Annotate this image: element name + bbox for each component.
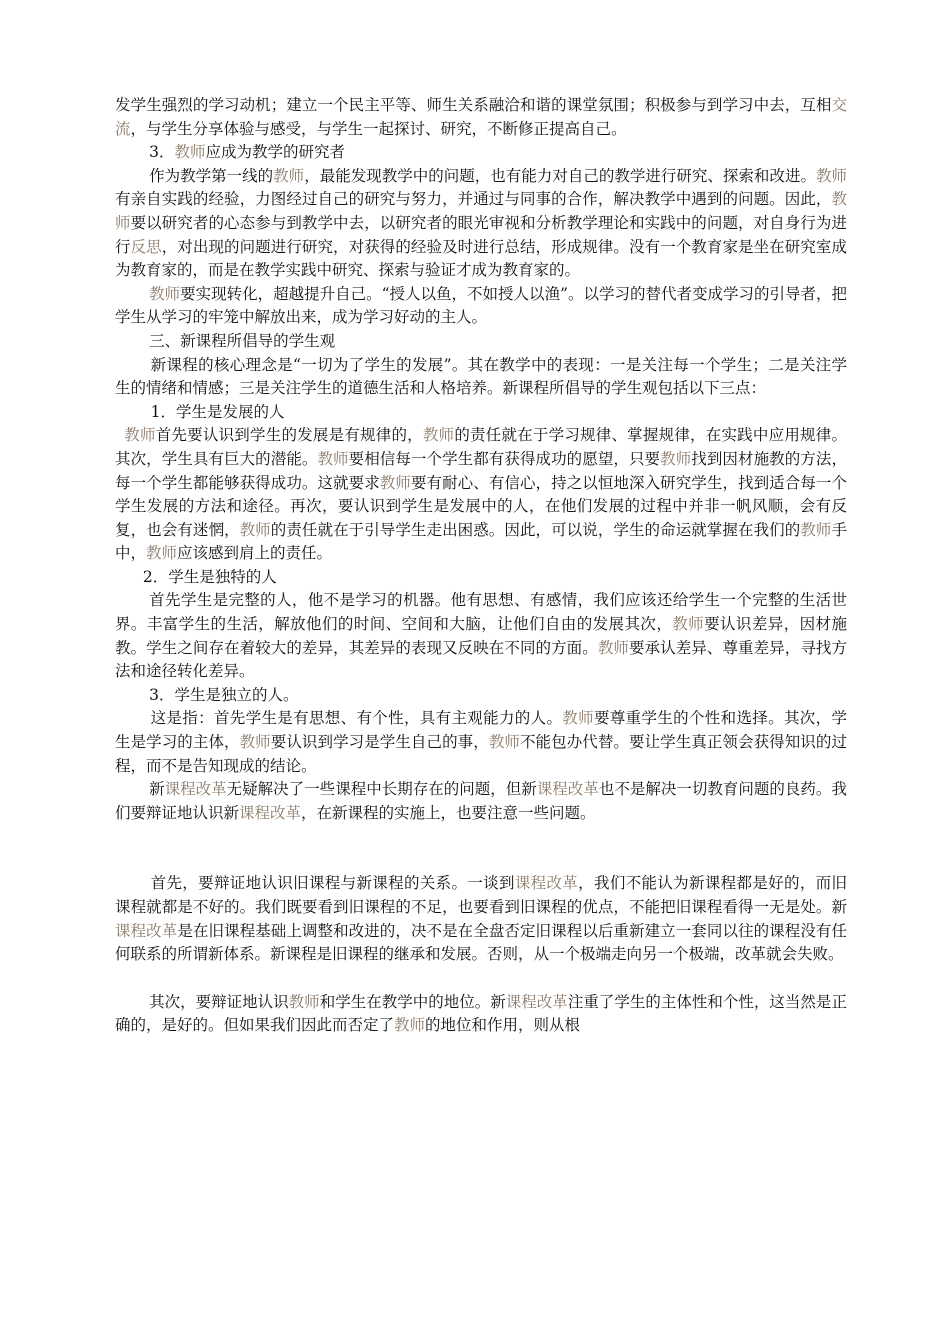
linked-term[interactable]: 教师 [273, 166, 305, 185]
section-spacer [115, 825, 847, 872]
paragraph-text: 1．学生是发展的人 [150, 402, 285, 421]
paragraph-text: 找到因材施教的方法，每一个学生都能够获得成功。这就要求 [115, 449, 847, 492]
paragraph-text: 不能包办代替。要让学生真正领会获得知识的过程，而不是告知现成的结论。 [115, 733, 847, 775]
linked-term[interactable]: 教师 [149, 284, 181, 303]
linked-term[interactable]: 交流 [115, 96, 847, 138]
linked-term[interactable]: 教师 [394, 1016, 426, 1035]
paragraph [115, 330, 847, 354]
linked-term[interactable]: 教师 [422, 426, 455, 445]
paragraph [115, 589, 847, 683]
paragraph-text: 要认识差异，因材施教。学生之间存在着较大的差异，其差异的表现又反映在不同的方面。 [115, 615, 847, 657]
paragraph [115, 165, 847, 283]
paragraph-text: ，对出现的问题进行研究，对获得的经验及时进行总结，形成规律。没有一个教育家是坐在研究室成为教育家的，而是在教学实践中研究、探索与验证才成为教育家的。 [115, 237, 847, 280]
paragraph-text: 作为教学第一线的 [149, 166, 274, 185]
paragraph-text: 首先，要辩证地认识旧课程与新课程的关系。一谈到 [150, 874, 515, 893]
linked-term[interactable]: 课程改革 [536, 780, 599, 799]
paragraph-text: 新课程的核心理念是“一切为了学生的发展”。其在教学中的表现：一是关注每一个学生；二是关注学生的情绪和情感；三是关注学生的道德生活和人格培养。新课程所倡导的学生观包括以下三点： [115, 355, 847, 398]
paragraph-text: 的地位和作用，则从根 [425, 1016, 581, 1035]
paragraph-text: ，我们不能认为新课程都是好的，而旧课程就都是不好的。我们既要看到旧课程的不足，也要看到旧课程的优点，不能把旧课程看得一无是处。新 [115, 874, 847, 916]
linked-term[interactable]: 课程改革 [164, 780, 227, 799]
paragraph-text: 的责任就在于学习规律、掌握规律，在实践中应用规律。其次，学生具有巨大的潜能。 [115, 426, 847, 468]
linked-term[interactable]: 教师 [317, 449, 349, 468]
paragraph-text: ，在新课程的实施上，也要注意一些问题。 [301, 803, 596, 822]
linked-term[interactable]: 教师 [146, 544, 178, 563]
paragraph-text: 要认识到学习是学生自己的事， [270, 733, 489, 752]
linked-term[interactable]: 教师 [672, 615, 705, 634]
document-page [115, 94, 847, 1038]
paragraph-text: 首先要认识到学生的发展是有规律的， [155, 426, 423, 445]
paragraph-text: ，与学生分享体验与感受，与学生一起探讨、研究，不断修正提高自己。 [130, 119, 627, 138]
paragraph-text: 要承认差异、尊重差异，寻找方法和途径转化差异。 [115, 638, 847, 681]
linked-term[interactable]: 课程改革 [505, 992, 568, 1011]
linked-term[interactable]: 教师 [124, 426, 156, 445]
linked-term[interactable]: 课程改革 [115, 921, 178, 940]
paragraph-text: 的责任就在于引导学生走出困惑。因此，可以说，学生的命运就掌握在我们的 [270, 520, 801, 539]
paragraph [115, 424, 847, 566]
paragraph [115, 707, 847, 778]
paragraph-text: 发学生强烈的学习动机；建立一个民主平等、师生关系融洽和谐的课堂氛围；积极参与到学习中去，互相 [115, 96, 832, 114]
linked-term[interactable]: 教师 [115, 190, 847, 232]
paragraph [115, 283, 847, 330]
paragraph-text: 2．学生是独特的人 [142, 567, 277, 586]
paragraph-text: 和学生在教学中的地位。新 [319, 992, 506, 1011]
paragraph-text: 要实现转化，超越提升自己。“授人以鱼，不如授人以渔”。以学习的替代者变成学习的引导者，把学生从学习的牢笼中解放出来，成为学习好动的主人。 [115, 284, 847, 327]
linked-term[interactable]: 教师 [597, 638, 629, 657]
paragraph [115, 141, 847, 165]
paragraph-text: 无疑解决了一些课程中长期存在的问题，但新 [226, 780, 537, 799]
linked-term[interactable]: 教师 [562, 709, 594, 728]
paragraph-text: 应该感到肩上的责任。 [177, 544, 333, 563]
paragraph-spacer [115, 967, 847, 991]
linked-term[interactable]: 教师 [239, 733, 271, 752]
paragraph-text: 有亲自实践的经验，力图经过自己的研究与努力，并通过与同事的合作，解决教学中遇到的问题。因此， [115, 190, 832, 209]
linked-term[interactable]: 课程改革 [514, 874, 579, 893]
paragraph [115, 684, 847, 708]
paragraph-text: 手中， [115, 520, 847, 563]
paragraph-text: 其次，要辩证地认识 [149, 992, 289, 1011]
linked-term[interactable]: 教师 [174, 143, 206, 162]
paragraph-text: 首先学生是完整的人，他不是学习的机器。他有思想、有感情，我们应该还给学生一个完整的生活世界。丰富学生的生活，解放他们的时间、空间和大脑，让他们自由的发展其次， [115, 591, 847, 634]
paragraph-text: 是在旧课程基础上调整和改进的，决不是在全盘否定旧课程以后重新建立一套同以往的课程没有任何联系的所谓新体系。新课程是旧课程的继承和发展。否则，从一个极端走向另一个极端，改革就会失败。 [115, 921, 847, 964]
linked-term[interactable]: 教师 [488, 733, 520, 752]
paragraph [115, 778, 847, 825]
linked-term[interactable]: 教师 [815, 166, 847, 185]
paragraph [115, 401, 847, 425]
paragraph-text: 要尊重学生的个性和选择。其次，学生是学习的主体， [115, 709, 847, 752]
paragraph [115, 566, 847, 590]
linked-term[interactable]: 教师 [800, 520, 832, 539]
paragraph-text: 注重了学生的主体性和个性，这当然是正确的，是好的。但如果我们因此而否定了 [115, 992, 847, 1035]
paragraph-text: 要以研究者的心态参与到教学中去，以研究者的眼光审视和分析教学理论和实践中的问题，对自身行为进行 [115, 213, 847, 256]
paragraph-text: 三、新课程所倡导的学生观 [149, 331, 336, 350]
paragraph-text: 应成为教学的研究者 [205, 143, 345, 162]
linked-term[interactable]: 反思 [130, 237, 162, 256]
paragraph-text: 新 [149, 780, 165, 799]
paragraph-text: 3． [149, 143, 175, 162]
linked-term[interactable]: 教师 [288, 992, 320, 1011]
linked-term[interactable]: 教师 [239, 520, 271, 539]
paragraph [115, 872, 847, 966]
linked-term[interactable]: 教师 [379, 473, 411, 492]
paragraph [115, 354, 847, 401]
linked-term[interactable]: 课程改革 [239, 803, 302, 822]
linked-term[interactable]: 教师 [660, 449, 692, 468]
paragraph-text: 也不是解决一切教育问题的良药。我们要辩证地认识新 [115, 780, 847, 822]
paragraph [115, 991, 847, 1038]
paragraph [115, 94, 847, 141]
paragraph-text: 要相信每一个学生都有获得成功的愿望，只要 [348, 449, 661, 468]
paragraph-text: ，最能发现教学中的问题，也有能力对自己的教学进行研究、探索和改进。 [304, 166, 816, 185]
paragraph-text: 这是指：首先学生是有思想、有个性，具有主观能力的人。 [150, 709, 563, 728]
paragraph-text: 3．学生是独立的人。 [149, 685, 299, 704]
paragraph-text: 要有耐心、有信心，持之以恒地深入研究学生，找到适合每一个学生发展的方法和途径。再次，要认识到学生是发展中的人，在他们发展的过程中并非一帆风顺，会有反复，也会有迷惘， [115, 473, 847, 539]
